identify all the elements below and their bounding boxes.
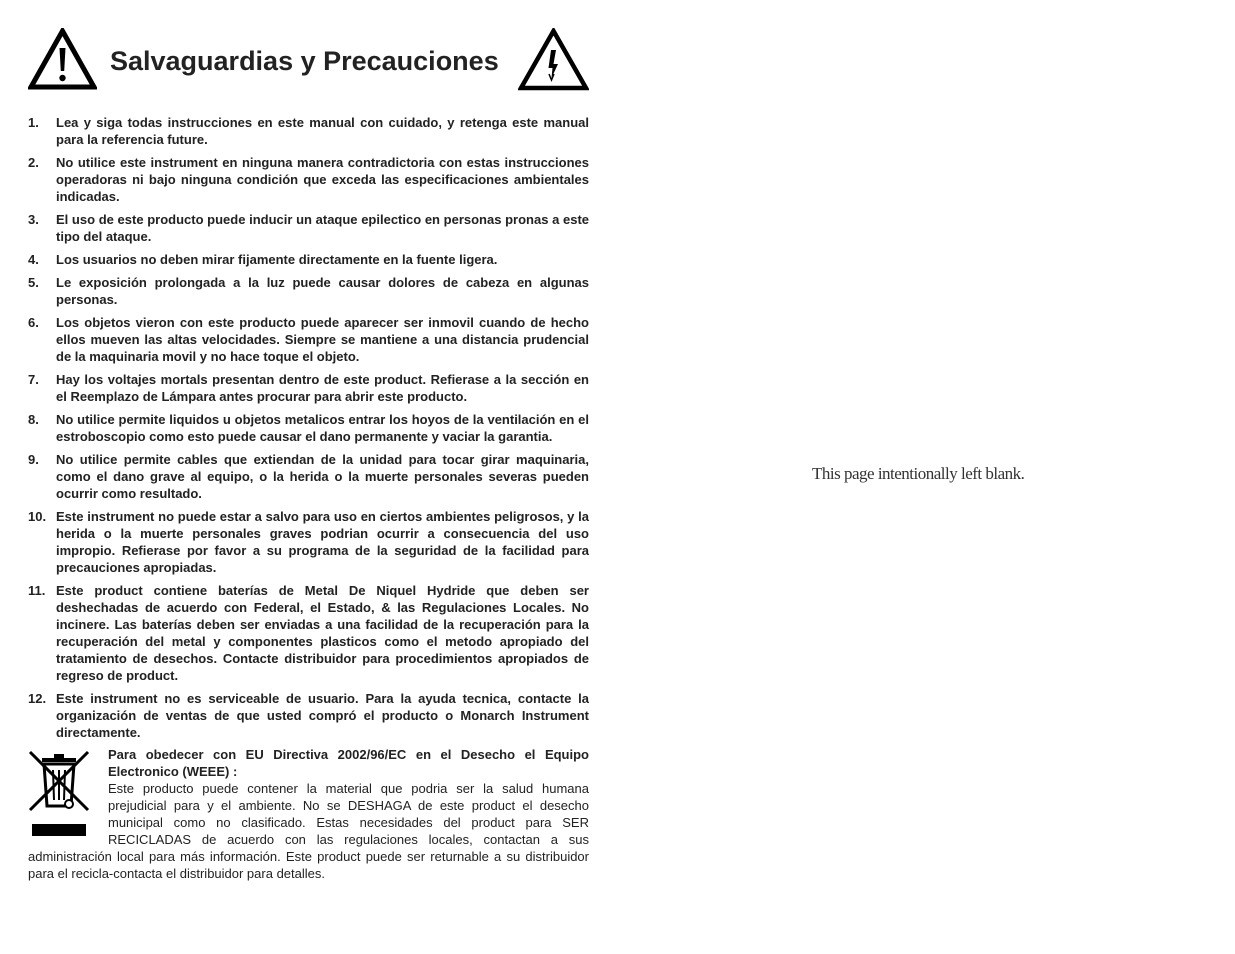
warning-triangle-icon xyxy=(28,28,97,90)
blank-page-note: This page intentionally left blank. xyxy=(812,464,1025,483)
item-text: Este instrument no puede estar a salvo para uso en ciertos ambientes peligrosos, y la herida o la muerte personales graves podrian ocurrir a consecuencia del uso impropio. Refierase por favor a su programa de la seguridad de la facilidad para precauciones apropiadas. xyxy=(56,509,589,575)
item-text: Este instrument no es serviceable de usuario. Para la ayuda tecnica, contacte la organización de ventas de que usted compró el producto o Monarch Instrument directamente. xyxy=(56,691,589,740)
item-text: No utilice permite liquidos u objetos metalicos entrar los hoyos de la ventilación en el estroboscopio como esto puede causar el dano permanente y vaciar la garantia. xyxy=(56,412,589,444)
crossed-out-bin-icon xyxy=(28,748,90,842)
item-text: Lea y siga todas instrucciones en este manual con cuidado, y retenga este manual para la referencia future. xyxy=(56,115,589,147)
item-number: 12. xyxy=(28,691,47,706)
list-item xyxy=(28,314,589,365)
electric-shock-icon xyxy=(518,28,589,91)
item-number: 9. xyxy=(28,452,39,467)
item-text: No utilice este instrument en ninguna manera contradictoria con estas instrucciones operadoras ni bajo ninguna condición que exceda las especificaciones ambientales indicadas. xyxy=(56,155,589,204)
item-text: Los objetos vieron con este producto puede aparecer ser inmovil cuando de hecho ellos mueven las altas velocidades. Siempre se mantiene a una distancia prudencial de la maquinaria movil y no hace toque el objeto. xyxy=(56,315,589,364)
list-item xyxy=(28,114,589,148)
item-number: 5. xyxy=(28,275,39,290)
page-header xyxy=(28,26,589,92)
item-number: 2. xyxy=(28,155,39,170)
item-text: El uso de este producto puede inducir un ataque epilectico en personas pronas a este tipo del ataque. xyxy=(56,212,589,244)
item-text: Este product contiene baterías de Metal De Niquel Hydride que deben ser deshechadas de acuerdo con Federal, el Estado, & las Regulaciones Locales. No incinere. Las baterías deben ser enviadas a una facilidad de la recuperación para la recuperación del metal y componentes plasticos como el metodo apropiado del tratamiento de desechos. Contacte distribuidor para procedimientos apropiados de regreso de product. xyxy=(56,583,589,683)
list-item xyxy=(28,251,589,268)
list-item xyxy=(28,371,589,405)
item-number: 11. xyxy=(28,583,46,598)
item-number: 4. xyxy=(28,252,39,267)
list-item xyxy=(28,508,589,576)
item-number: 6. xyxy=(28,315,39,330)
list-item xyxy=(28,154,589,205)
list-item xyxy=(28,274,589,308)
list-item xyxy=(28,690,589,741)
list-item xyxy=(28,211,589,245)
item-text: Los usuarios no deben mirar fijamente directamente en la fuente ligera. xyxy=(56,252,498,267)
list-item xyxy=(28,451,589,502)
item-number: 10. xyxy=(28,509,47,524)
item-number: 8. xyxy=(28,412,39,427)
weee-notice xyxy=(28,746,589,882)
item-text: Hay los voltajes mortals presentan dentro de este product. Refierase a la sección en el Reemplazo de Lámpara antes procurar para abrir este producto. xyxy=(56,372,589,404)
item-number: 7. xyxy=(28,372,39,387)
page-title: Salvaguardias y Precauciones xyxy=(110,46,499,76)
weee-body: Este producto puede contener la material que podria ser la salud humana prejudicial para y el ambiente. No se DESHAGA de este product el desecho municipal como no clasificado. Estas necesidades del product para SER RECICLADAS de acuerdo con las regulaciones locales, contactan a sus administración local para más información. Este product puede ser returnable a su distribuidor para el recicla-contacta el distribuidor para detalles. xyxy=(28,781,589,881)
list-item xyxy=(28,411,589,445)
item-text: No utilice permite cables que extiendan de la unidad para tocar girar maquinaria, como el dano grave al equipo, o la herida o la muerte personales severas pueden ocurrir como resultado. xyxy=(56,452,589,501)
weee-title: Para obedecer con EU Directiva 2002/96/EC en el Desecho el Equipo Electronico (WEEE) : xyxy=(108,747,589,779)
precautions-list xyxy=(28,114,589,741)
item-number: 1. xyxy=(28,115,39,130)
safety-page xyxy=(28,26,589,882)
list-item xyxy=(28,582,589,684)
item-text: Le exposición prolongada a la luz puede causar dolores de cabeza en algunas personas. xyxy=(56,275,589,307)
item-number: 3. xyxy=(28,212,39,227)
